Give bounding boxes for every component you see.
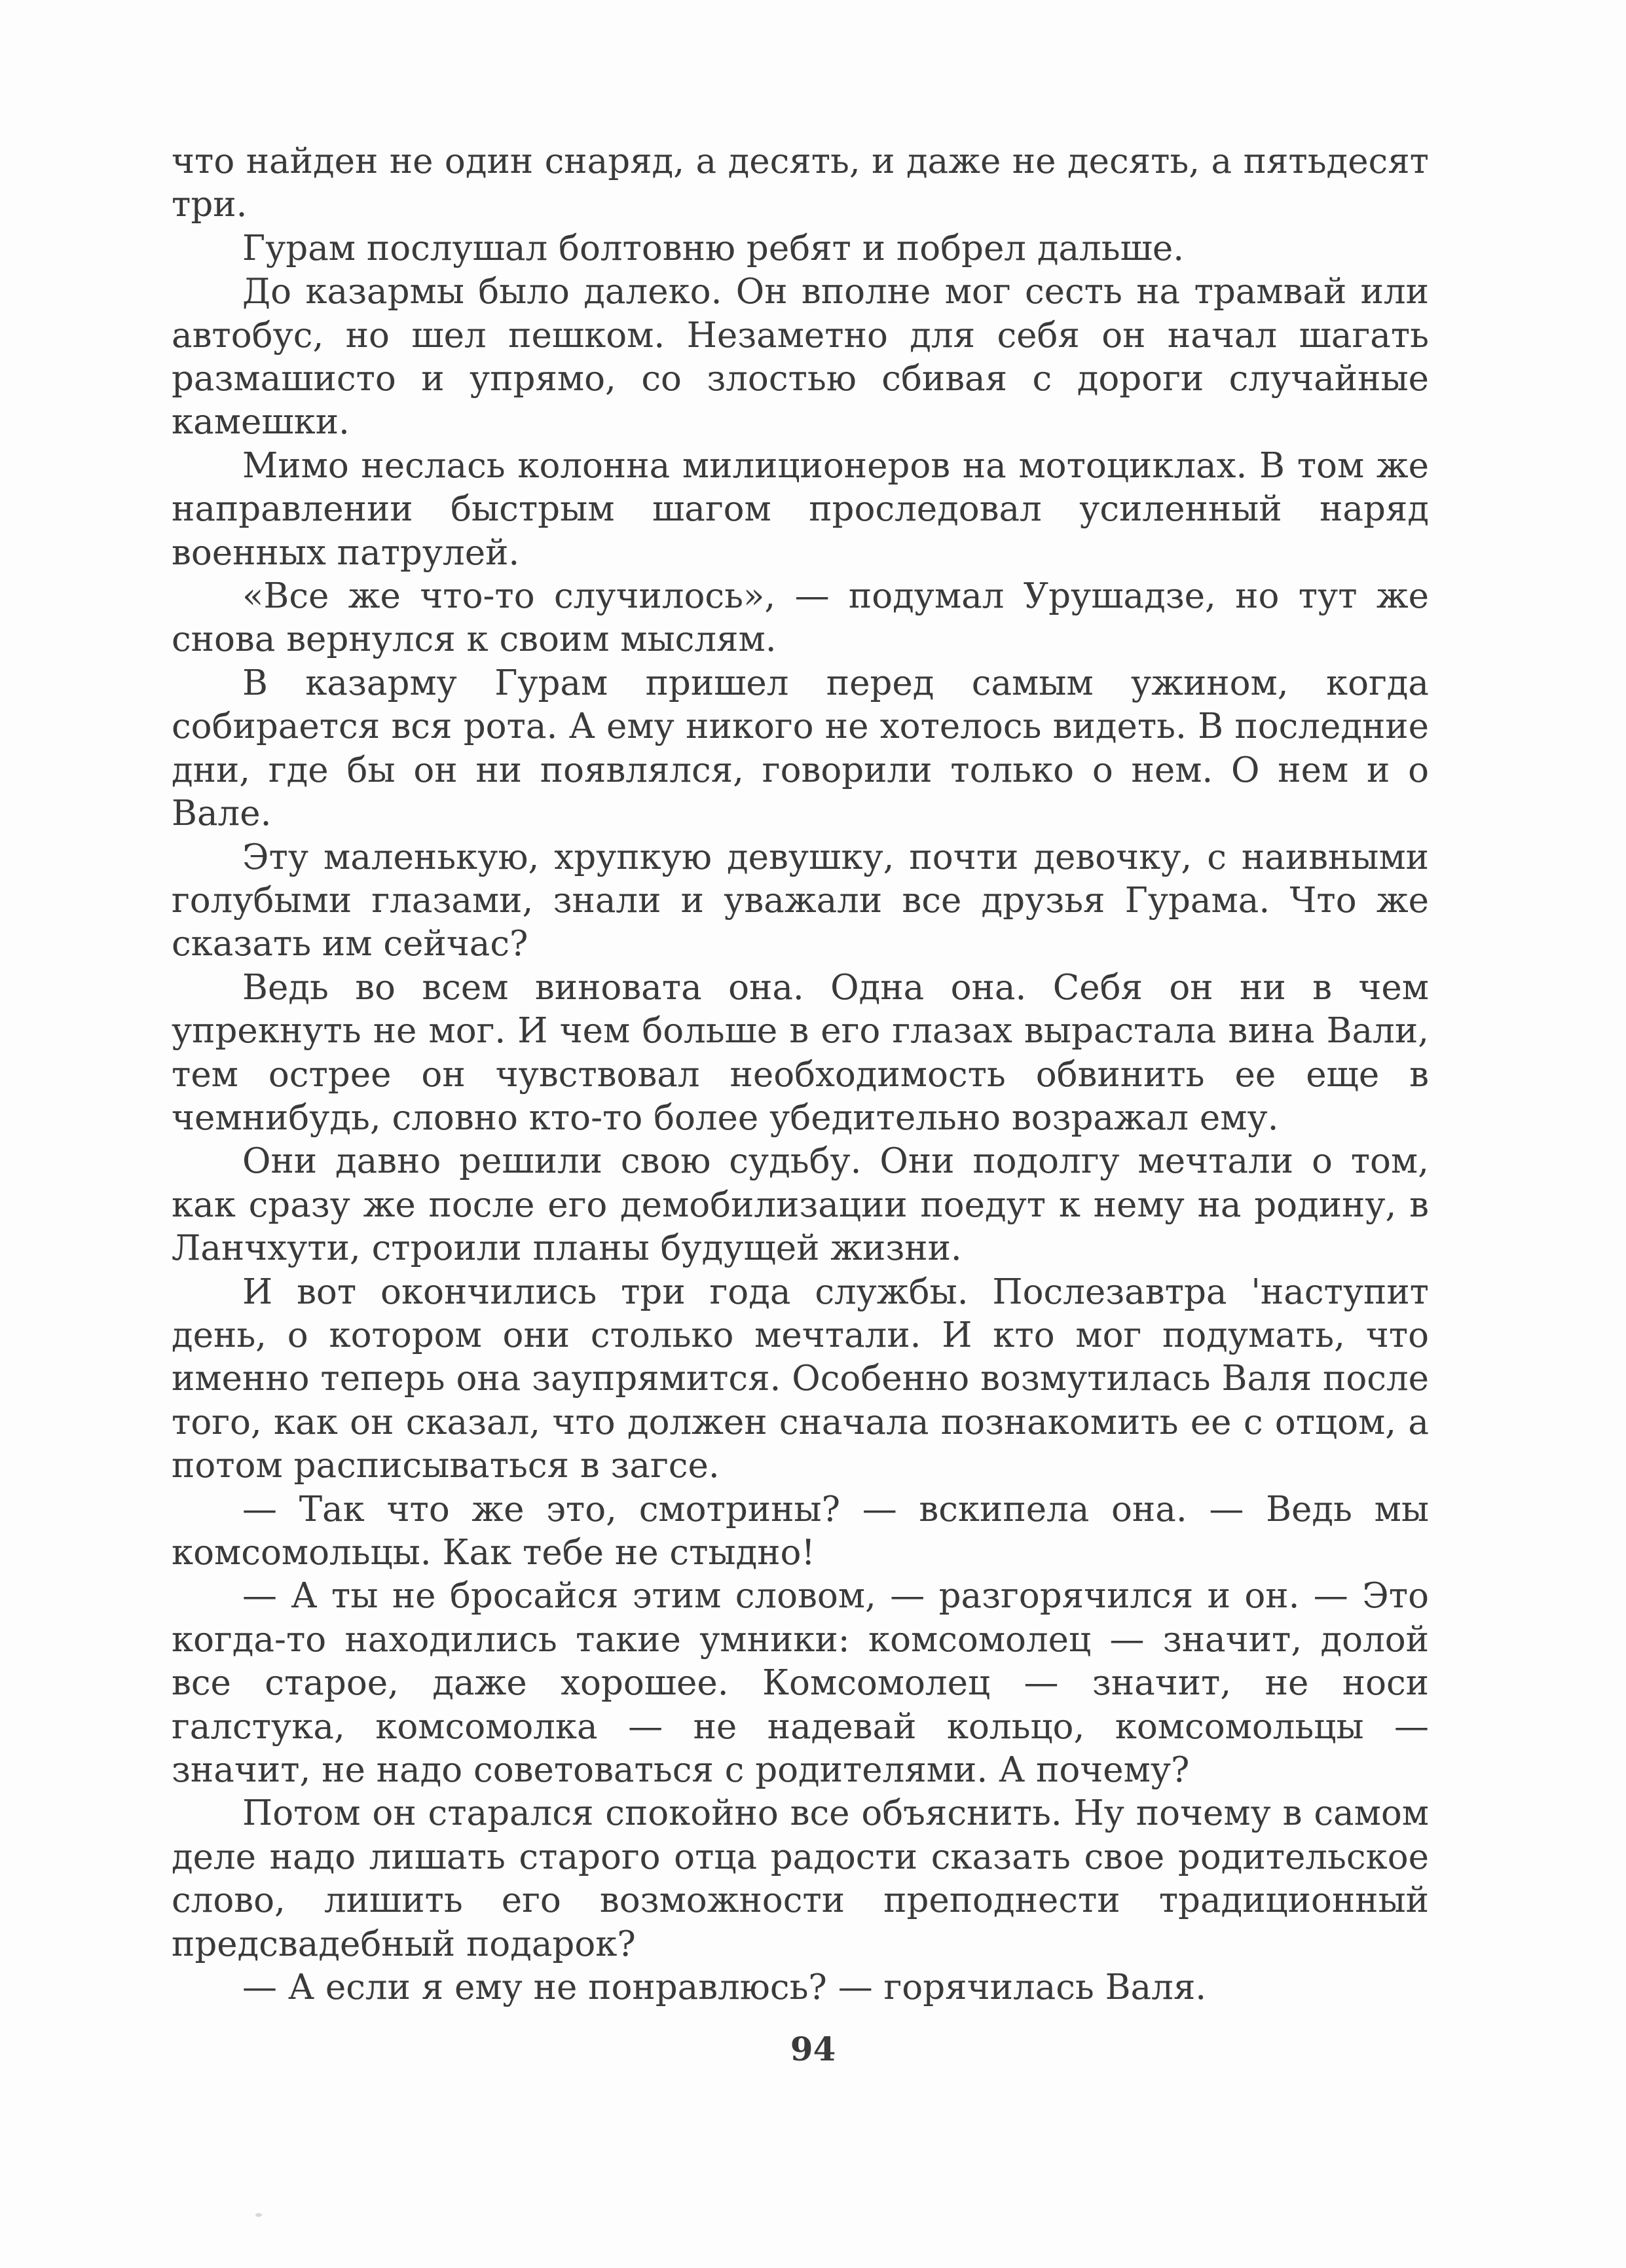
paragraph-6: В казарму Гурам пришел перед самым ужином, когда собирается вся рота. А ему никого не хотелось видеть. В последние дни, где бы он ни появлялся, говорили только о нем. О нем и о Вале. (172, 663, 1429, 834)
paragraph-10: И вот окончились три года службы. Послезавтра 'наступит день, о котором они столько мечтали. И кто мог подумать, что именно теперь она заупрямится. Особенно возмутилась Валя после того, как он сказал, что должен сначала познакомить ее с отцом, а потом расписываться в загсе. (172, 1271, 1429, 1486)
paragraph-8: Ведь во всем виновата она. Одна она. Себя он ни в чем упрекнуть не мог. И чем больше в его глазах вырастала вина Вали, тем острее он чувствовал необходимость обвинить ее еще в чемнибудь, словно кто-то более убедительно возражал ему. (172, 967, 1429, 1138)
paragraph-1: что найден не один снаряд, а десять, и даже не десять, а пятьдесят три. (172, 141, 1429, 225)
page-number: 94 (790, 2030, 836, 2068)
paragraph-13: Потом он старался спокойно все объяснить. Ну почему в самом деле надо лишать старого отца радости сказать свое родительское слово, лишить его возможности преподнести традиционный предсвадебный подарок? (172, 1793, 1429, 1964)
paragraph-9: Они давно решили свою судьбу. Они подолгу мечтали о том, как сразу же после его демобилизации поедут к нему на родину, в Ланчхути, строили планы будущей жизни. (172, 1141, 1429, 1269)
paragraph-7: Эту маленькую, хрупкую девушку, почти девочку, с наивными голубыми глазами, знали и уважали все друзья Гурама. Что же сказать им сейчас? (172, 837, 1429, 964)
paragraph-5: «Все же что-то случилось», — подумал Урушадзе, но тут же снова вернулся к своим мыслям. (172, 576, 1429, 660)
scan-speck (255, 2213, 262, 2217)
paragraph-2: Гурам послушал болтовню ребят и побрел дальше. (242, 228, 1185, 268)
paragraph-12: — А ты не бросайся этим словом, — разгорячился и он. — Это когда-то находились такие умники: комсомолец — значит, долой все старое, даже хорошее. Комсомолец — значит, не носи галстука, комсомолка — не надевай кольцо, комсомольцы — значит, не надо советоваться с родителями. А почему? (172, 1576, 1429, 1791)
paragraph-3: До казармы было далеко. Он вполне мог сесть на трамвай или автобус, но шел пешком. Незаметно для себя он начал шагать размашисто и упрямо, со злостью сбивая с дороги случайные камешки. (172, 272, 1429, 443)
body-text (172, 140, 1429, 2009)
paragraph-14: — А если я ему не понравлюсь? — горячилась Валя. (242, 1967, 1207, 2008)
paragraph-11: — Так что же это, смотрины? — вскипела она. — Ведь мы комсомольцы. Как тебе не стыдно! (172, 1489, 1429, 1573)
paragraph-4: Мимо неслась колонна милиционеров на мотоциклах. В том же направлении быстрым шагом проследовал усиленный наряд военных патрулей. (172, 445, 1429, 573)
